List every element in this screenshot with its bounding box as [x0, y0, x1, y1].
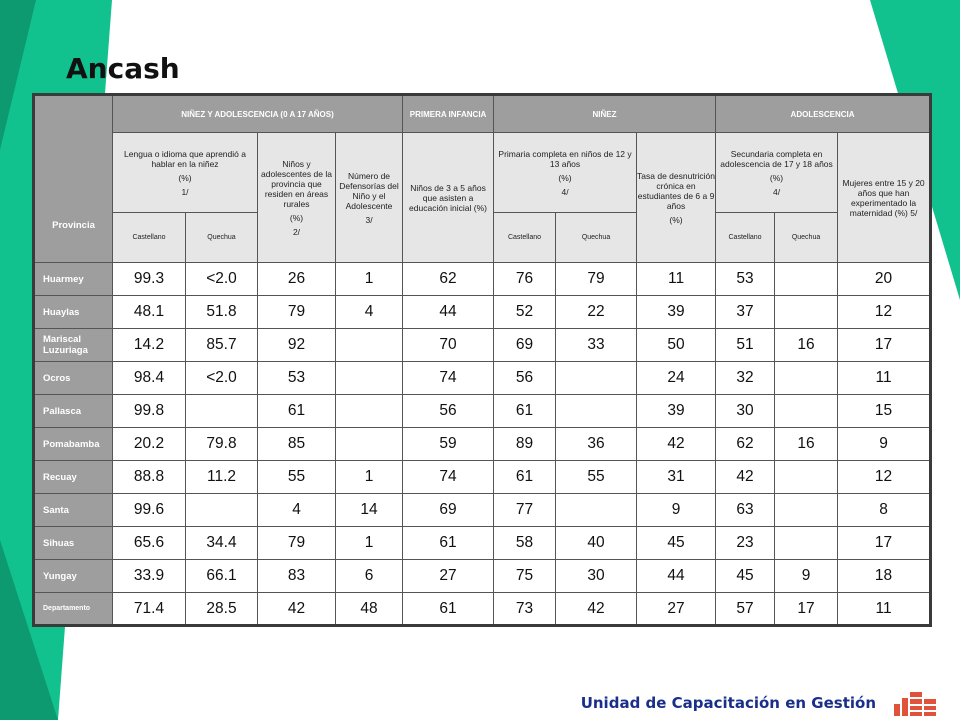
table-cell: 75 — [494, 560, 556, 593]
table-cell: 69 — [494, 329, 556, 362]
table-cell: 1 — [336, 527, 403, 560]
subheader-secundaria: Secundaria completa en adolescencia de 17 y 18 años (%) 4/ — [716, 133, 838, 213]
table-cell: 69 — [403, 494, 494, 527]
table-cell: 14.2 — [113, 329, 186, 362]
table-cell: 55 — [556, 461, 637, 494]
table-cell: 79 — [258, 296, 336, 329]
table-cell: 39 — [637, 296, 716, 329]
table-cell: 33 — [556, 329, 637, 362]
table-cell: 15 — [838, 395, 931, 428]
table-cell: 51 — [716, 329, 775, 362]
table-cell: 27 — [403, 560, 494, 593]
table-cell: 36 — [556, 428, 637, 461]
table-row — [34, 395, 931, 428]
table-cell — [556, 395, 637, 428]
province-name: Yungay — [34, 560, 113, 593]
table-cell: 12 — [838, 296, 931, 329]
table-cell: 85.7 — [186, 329, 258, 362]
table-cell — [186, 494, 258, 527]
table-cell: 88.8 — [113, 461, 186, 494]
table-cell: 73 — [494, 593, 556, 626]
lang-quechua-3: Quechua — [775, 213, 838, 263]
table-cell: 16 — [775, 329, 838, 362]
table-cell: 53 — [258, 362, 336, 395]
table-cell: 62 — [716, 428, 775, 461]
header-primera-infancia: PRIMERA INFANCIA — [403, 95, 494, 133]
table-cell — [775, 494, 838, 527]
table-cell: 56 — [403, 395, 494, 428]
table-cell: 27 — [637, 593, 716, 626]
lang-quechua-1: Quechua — [186, 213, 258, 263]
table-cell — [336, 329, 403, 362]
table-cell: 39 — [637, 395, 716, 428]
table-cell: 98.4 — [113, 362, 186, 395]
table-cell: 17 — [838, 329, 931, 362]
page-title: Ancash — [66, 52, 180, 85]
bricks-logo-icon — [892, 686, 940, 716]
table-cell: 61 — [403, 593, 494, 626]
data-table — [32, 93, 932, 627]
table-row — [34, 527, 931, 560]
table-cell: 99.3 — [113, 263, 186, 296]
table-cell — [336, 362, 403, 395]
subheader-lengua: Lengua o idioma que aprendió a hablar en la niñez (%) 1/ — [113, 133, 258, 213]
table-row — [34, 296, 931, 329]
table-row — [34, 362, 931, 395]
table-cell: 44 — [403, 296, 494, 329]
table-cell: 6 — [336, 560, 403, 593]
table-cell — [556, 494, 637, 527]
table-cell: 17 — [838, 527, 931, 560]
table-cell: 59 — [403, 428, 494, 461]
table-cell: 45 — [716, 560, 775, 593]
province-name: Pomabamba — [34, 428, 113, 461]
province-name: Sihuas — [34, 527, 113, 560]
table-cell: 65.6 — [113, 527, 186, 560]
table-cell: 48.1 — [113, 296, 186, 329]
table-cell: 4 — [258, 494, 336, 527]
table-cell: 52 — [494, 296, 556, 329]
table-cell: 40 — [556, 527, 637, 560]
table-cell: 83 — [258, 560, 336, 593]
table-cell: 30 — [556, 560, 637, 593]
table-cell: 58 — [494, 527, 556, 560]
table-cell: 22 — [556, 296, 637, 329]
table-cell: 37 — [716, 296, 775, 329]
table-cell: 61 — [403, 527, 494, 560]
table-cell — [775, 263, 838, 296]
table-cell: 63 — [716, 494, 775, 527]
subheader-primaria: Primaria completa en niños de 12 y 13 años (%) 4/ — [494, 133, 637, 213]
table-cell: 17 — [775, 593, 838, 626]
table-cell: 99.8 — [113, 395, 186, 428]
table-cell: 85 — [258, 428, 336, 461]
table-cell: 9 — [637, 494, 716, 527]
table-cell: 89 — [494, 428, 556, 461]
lang-quechua-2: Quechua — [556, 213, 637, 263]
table-cell: 9 — [838, 428, 931, 461]
province-name: Recuay — [34, 461, 113, 494]
table-cell: 61 — [494, 395, 556, 428]
lang-castellano-2: Castellano — [494, 213, 556, 263]
table-cell: 53 — [716, 263, 775, 296]
table-row — [34, 494, 931, 527]
province-name: Ocros — [34, 362, 113, 395]
table-cell: 66.1 — [186, 560, 258, 593]
table-row — [34, 593, 931, 626]
subheader-ninos-rurales: Niños y adolescentes de la provincia que residen en áreas rurales (%) 2/ — [258, 133, 336, 263]
table-cell: 26 — [258, 263, 336, 296]
table-cell: 11 — [838, 593, 931, 626]
table-cell — [775, 395, 838, 428]
table-cell: <2.0 — [186, 263, 258, 296]
table-cell: 31 — [637, 461, 716, 494]
table-cell: 20 — [838, 263, 931, 296]
table-cell — [775, 527, 838, 560]
lang-castellano-3: Castellano — [716, 213, 775, 263]
footer-text: Unidad de Capacitación en Gestión — [580, 694, 876, 712]
subheader-defensorias: Número de Defensorías del Niño y el Adolescente 3/ — [336, 133, 403, 263]
table-cell: 61 — [494, 461, 556, 494]
subheader-maternidad: Mujeres entre 15 y 20 años que han experimentado la maternidad (%) 5/ — [838, 133, 931, 263]
header-ninez-adolescencia: NIÑEZ Y ADOLESCENCIA (0 A 17 AÑOS) — [113, 95, 403, 133]
table-cell — [775, 362, 838, 395]
table-cell: 74 — [403, 461, 494, 494]
table-cell: 92 — [258, 329, 336, 362]
province-name: Santa — [34, 494, 113, 527]
table-cell: 11.2 — [186, 461, 258, 494]
table-cell: 76 — [494, 263, 556, 296]
table-cell: 99.6 — [113, 494, 186, 527]
table-cell: 42 — [716, 461, 775, 494]
table-cell — [775, 296, 838, 329]
table-row — [34, 560, 931, 593]
table-cell: 56 — [494, 362, 556, 395]
table-cell: 4 — [336, 296, 403, 329]
province-name: Mariscal Luzuriaga — [34, 329, 113, 362]
table-cell: 45 — [637, 527, 716, 560]
table-cell: 61 — [258, 395, 336, 428]
table-cell: <2.0 — [186, 362, 258, 395]
table-cell: 23 — [716, 527, 775, 560]
table-cell: 32 — [716, 362, 775, 395]
provincia-header: Provincia — [34, 95, 113, 263]
table-cell: 16 — [775, 428, 838, 461]
table-cell: 12 — [838, 461, 931, 494]
table-row — [34, 461, 931, 494]
table-cell: 9 — [775, 560, 838, 593]
province-name: Pallasca — [34, 395, 113, 428]
table-cell: 34.4 — [186, 527, 258, 560]
province-name: Huarmey — [34, 263, 113, 296]
table-cell: 14 — [336, 494, 403, 527]
table-cell: 79.8 — [186, 428, 258, 461]
table-cell — [775, 461, 838, 494]
table-cell — [186, 395, 258, 428]
subheader-desnutricion: Tasa de desnutrición crónica en estudiantes de 6 a 9 años (%) — [637, 133, 716, 263]
table-cell — [336, 428, 403, 461]
table-cell: 11 — [838, 362, 931, 395]
table-cell: 71.4 — [113, 593, 186, 626]
table-cell: 1 — [336, 461, 403, 494]
table-cell: 20.2 — [113, 428, 186, 461]
table-cell: 62 — [403, 263, 494, 296]
table-cell: 11 — [637, 263, 716, 296]
data-rows — [34, 263, 931, 626]
table-row — [34, 329, 931, 362]
table-row — [34, 428, 931, 461]
table-cell — [336, 395, 403, 428]
table-cell — [556, 362, 637, 395]
table-cell: 48 — [336, 593, 403, 626]
province-name: Departamento — [34, 593, 113, 626]
table-cell: 42 — [637, 428, 716, 461]
table-cell: 50 — [637, 329, 716, 362]
table-cell: 42 — [258, 593, 336, 626]
table-cell: 1 — [336, 263, 403, 296]
table-cell: 44 — [637, 560, 716, 593]
table-cell: 8 — [838, 494, 931, 527]
table-cell: 79 — [258, 527, 336, 560]
table-cell: 77 — [494, 494, 556, 527]
table-row — [34, 263, 931, 296]
table-cell: 28.5 — [186, 593, 258, 626]
table-cell: 51.8 — [186, 296, 258, 329]
table-cell: 30 — [716, 395, 775, 428]
table-cell: 70 — [403, 329, 494, 362]
province-name: Huaylas — [34, 296, 113, 329]
table-cell: 79 — [556, 263, 637, 296]
lang-castellano-1: Castellano — [113, 213, 186, 263]
table-cell: 57 — [716, 593, 775, 626]
table-cell: 24 — [637, 362, 716, 395]
subheader-educacion-inicial: Niños de 3 a 5 años que asisten a educación inicial (%) — [403, 133, 494, 263]
table-cell: 18 — [838, 560, 931, 593]
table-cell: 33.9 — [113, 560, 186, 593]
table-cell: 74 — [403, 362, 494, 395]
header-adolescencia: ADOLESCENCIA — [716, 95, 931, 133]
table-cell: 55 — [258, 461, 336, 494]
header-ninez: NIÑEZ — [494, 95, 716, 133]
table-cell: 42 — [556, 593, 637, 626]
